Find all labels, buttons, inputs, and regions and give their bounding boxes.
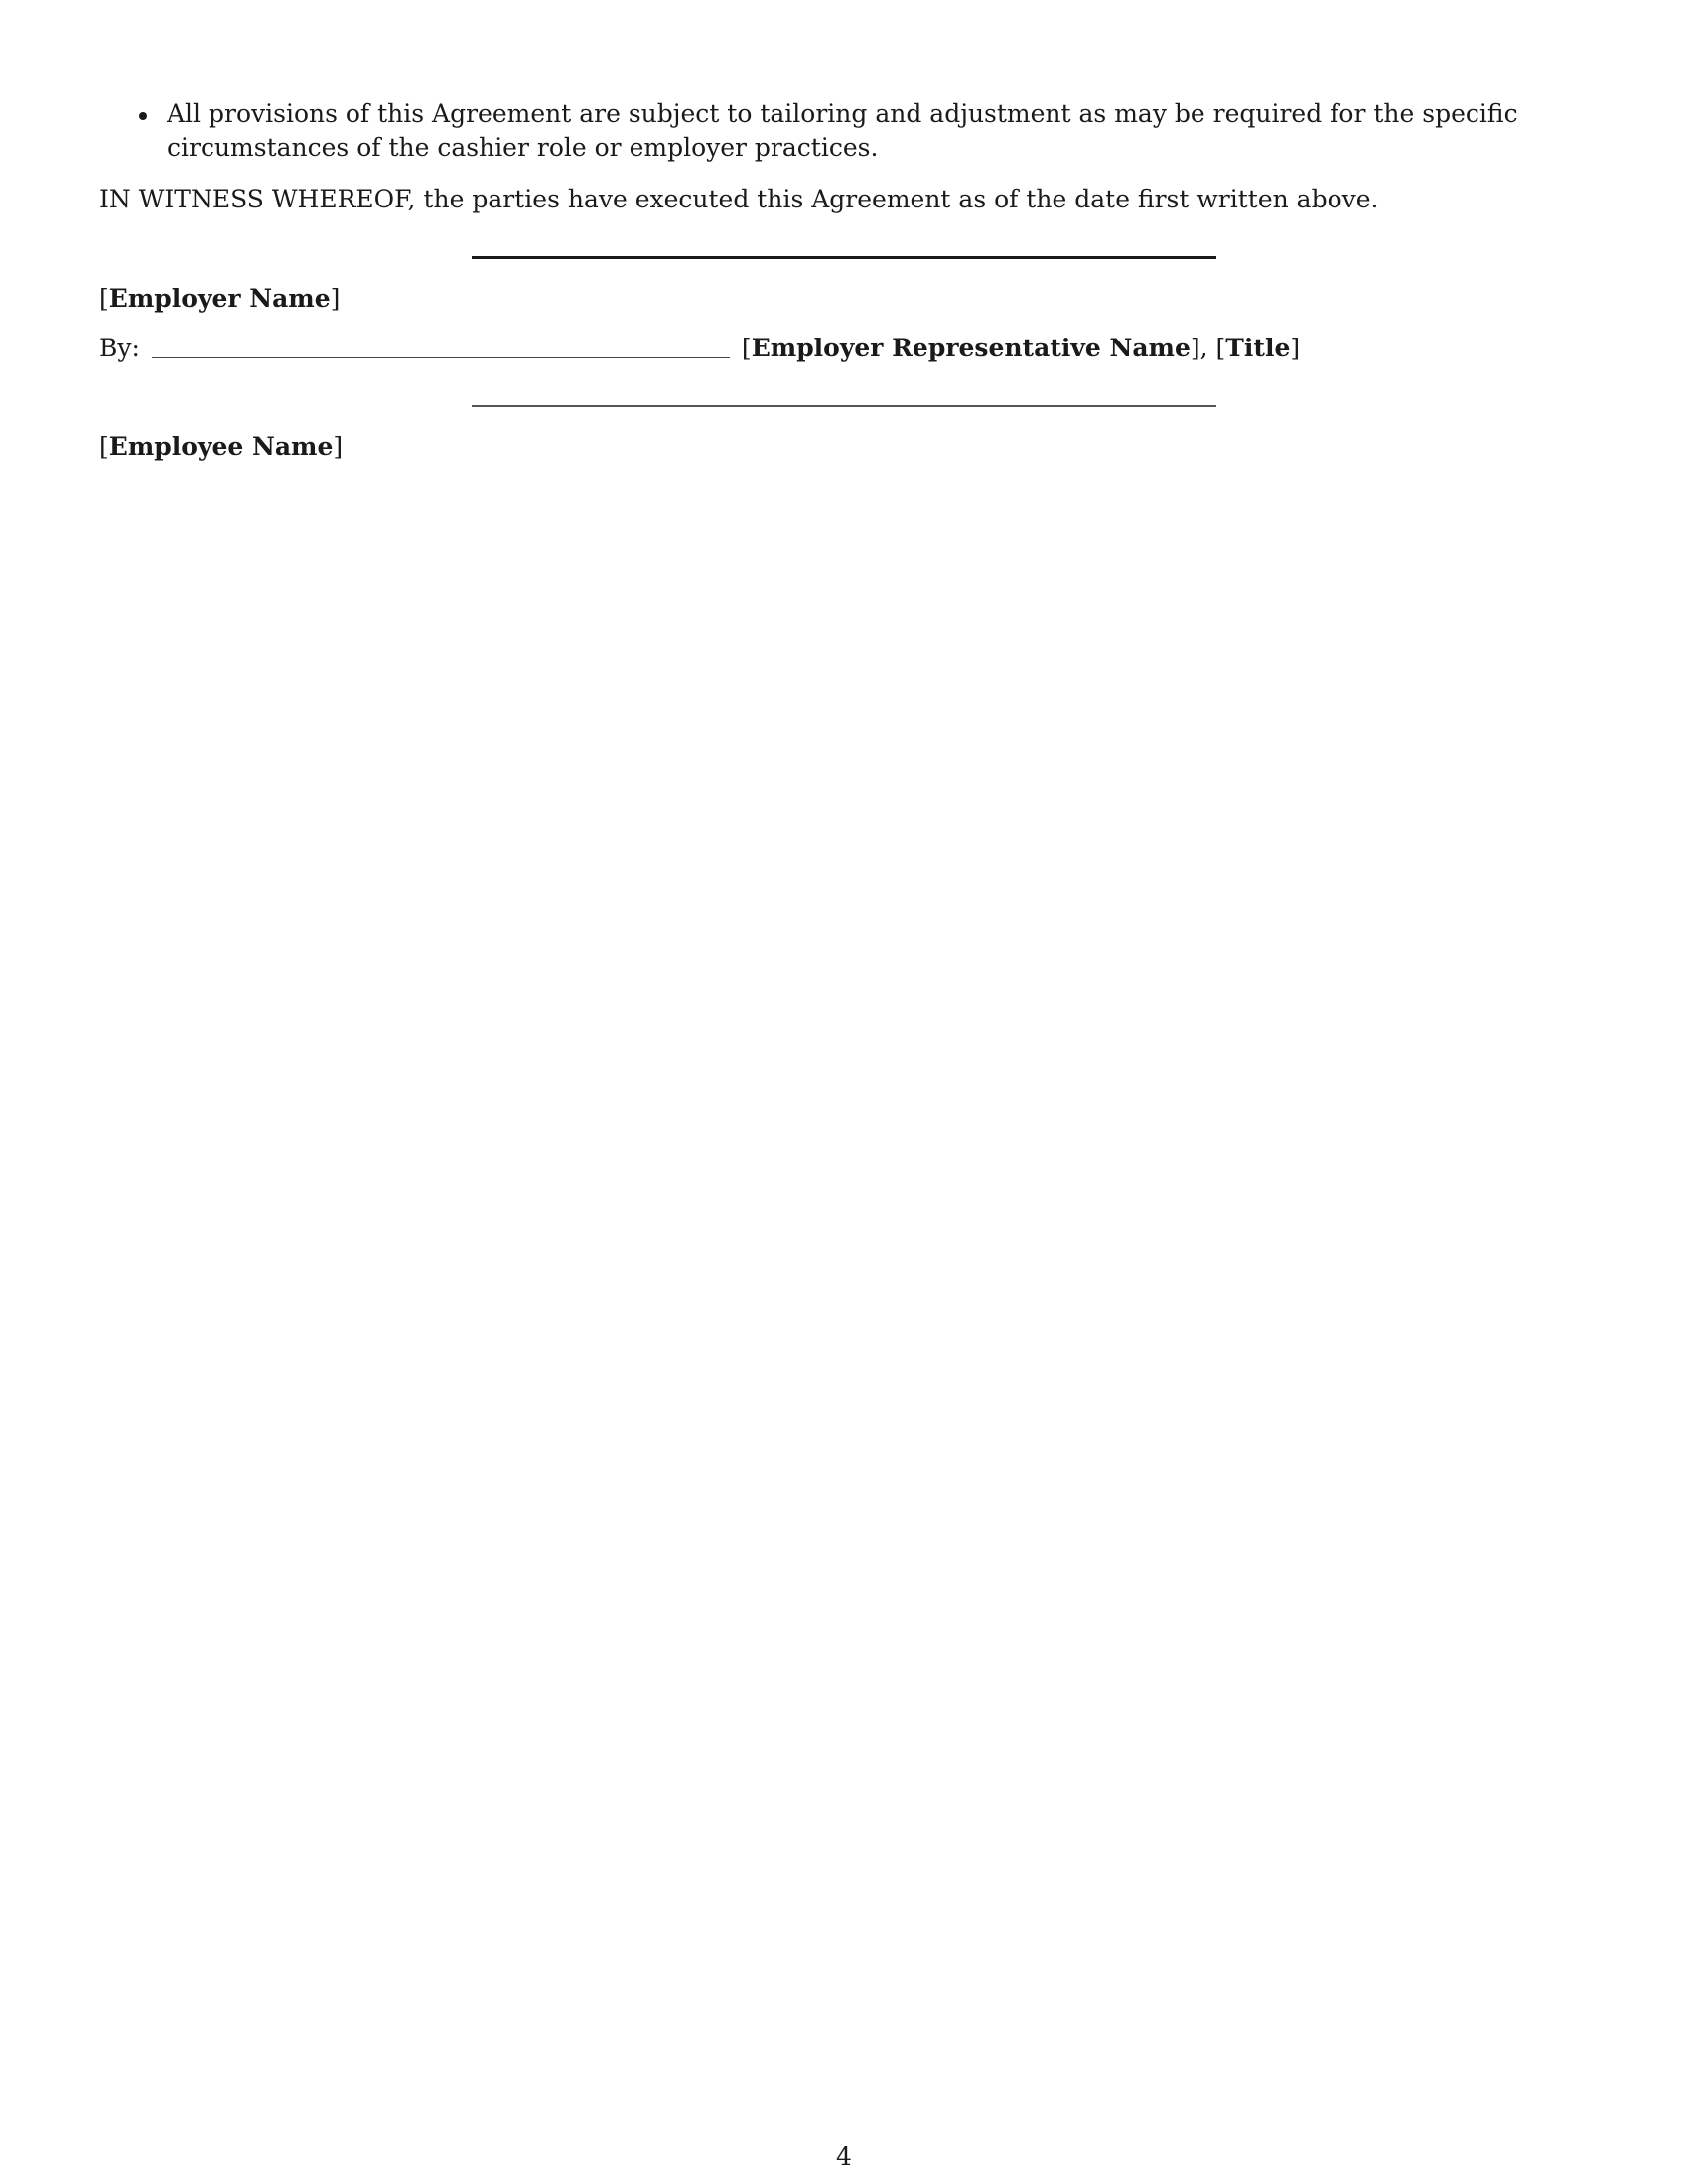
by-signature-blank[interactable] bbox=[152, 334, 730, 358]
employee-name: Employee Name bbox=[108, 432, 334, 461]
employee-signature-line bbox=[472, 405, 1216, 407]
representative-title: Title bbox=[1225, 334, 1291, 362]
employer-name-block: [Employer Name] bbox=[99, 284, 341, 313]
bullet-text: All provisions of this Agreement are subject to tailoring and adjustment as may be required for the specific circumstances of the cashier role or employer practices. bbox=[167, 99, 1518, 162]
provisions-list bbox=[99, 97, 1589, 165]
bullet-icon bbox=[139, 112, 147, 120]
witness-clause: IN WITNESS WHEREOF, the parties have executed this Agreement as of the date first written above. bbox=[99, 185, 1379, 213]
employer-signature-line bbox=[472, 256, 1216, 259]
by-label: By: bbox=[99, 334, 140, 362]
employer-name: Employer Name bbox=[108, 284, 331, 313]
employee-name-block: [Employee Name] bbox=[99, 432, 344, 461]
list-item bbox=[99, 97, 1589, 165]
representative-block: [Employer Representative Name], [Title] bbox=[741, 334, 1301, 362]
page-number: 4 bbox=[836, 2142, 852, 2171]
employer-by-row bbox=[99, 332, 1300, 365]
representative-name: Employer Representative Name bbox=[751, 334, 1191, 362]
